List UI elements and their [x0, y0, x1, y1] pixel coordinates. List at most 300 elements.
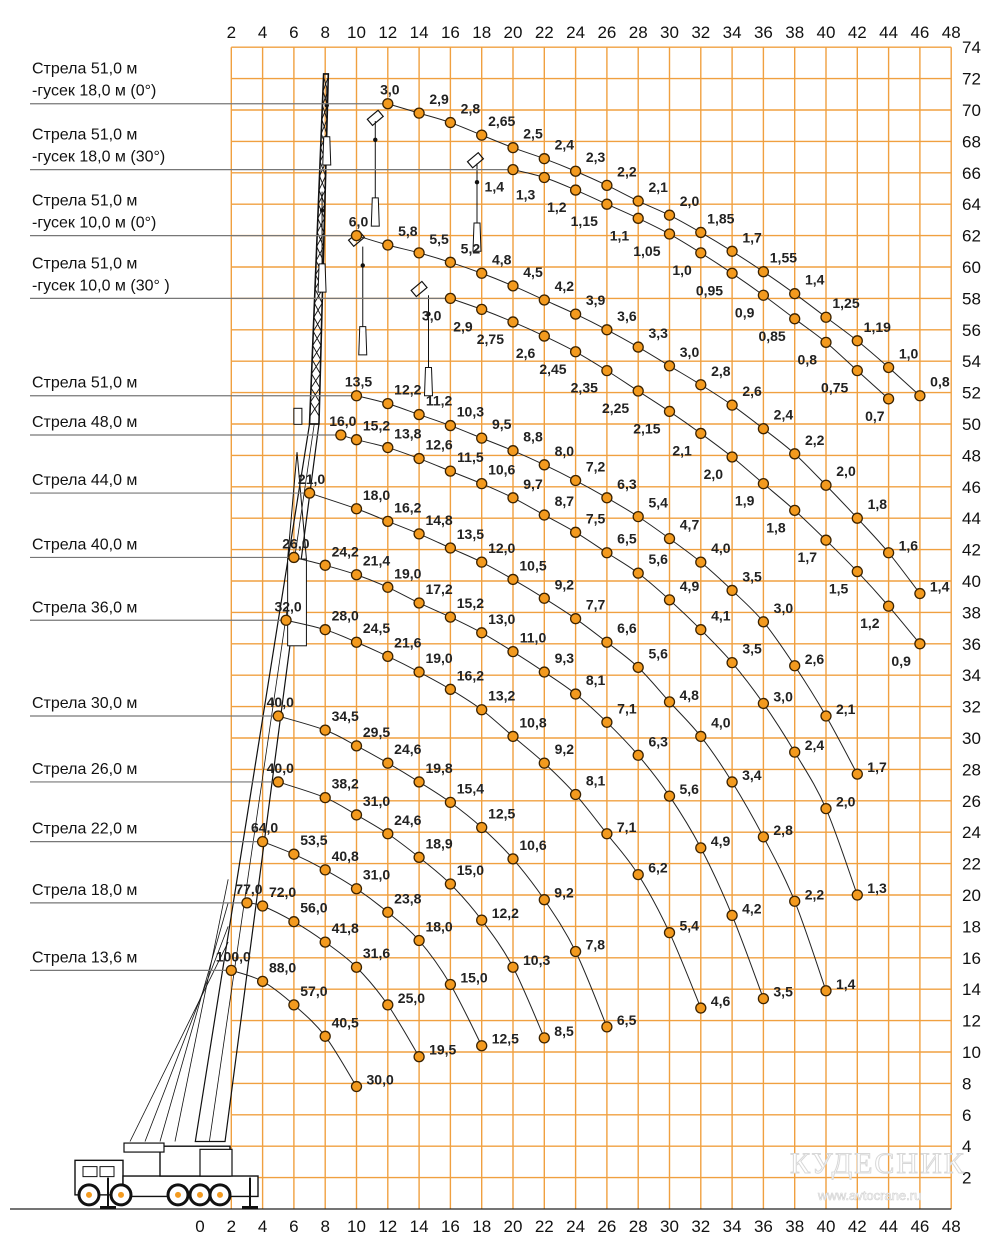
- boom-label: [30, 761, 278, 782]
- boom-label: [30, 472, 310, 493]
- data-point: [445, 879, 455, 889]
- data-point: [305, 488, 315, 498]
- data-point: [383, 443, 393, 453]
- data-label: 1,9: [734, 492, 755, 509]
- data-label: 12,6: [425, 436, 453, 453]
- x-tick-bottom: 6: [289, 1217, 299, 1236]
- y-tick-right: 40: [962, 572, 981, 591]
- data-point: [571, 166, 581, 176]
- watermark: [790, 1147, 966, 1203]
- data-point: [665, 928, 675, 938]
- data-label: 2,4: [804, 737, 825, 754]
- data-label: 6,5: [617, 530, 637, 547]
- x-tick-top: 24: [566, 23, 586, 42]
- data-label: 4,0: [711, 540, 731, 557]
- x-tick-top: 2: [226, 23, 237, 42]
- data-point: [571, 614, 581, 624]
- y-tick-right: 36: [962, 634, 981, 654]
- data-point: [414, 936, 424, 946]
- data-label: 4,2: [742, 900, 762, 917]
- boom-label-text: Стрела 18,0 м: [32, 881, 138, 899]
- data-point: [539, 895, 549, 905]
- data-point: [508, 143, 518, 153]
- y-tick-right: 72: [962, 69, 981, 89]
- x-tick-top: 30: [660, 23, 679, 42]
- data-point: [414, 108, 424, 118]
- data-label: 14,8: [425, 511, 453, 528]
- data-point: [602, 199, 612, 209]
- data-point: [696, 843, 706, 853]
- operator-cab: [200, 1149, 232, 1176]
- data-point: [602, 493, 612, 503]
- boom-label-text: Стрела 51,0 м: [32, 255, 138, 273]
- y-tick-right: 62: [962, 226, 981, 246]
- data-point: [477, 433, 487, 443]
- data-point: [633, 870, 643, 880]
- data-label: 3,0: [380, 81, 400, 98]
- hook-jib18-30-hook: [373, 138, 377, 142]
- data-label: 10,3: [456, 403, 485, 420]
- x-tick-bottom: 14: [409, 1217, 429, 1236]
- hook-jib10-30a-block: [359, 327, 367, 355]
- data-point: [477, 557, 487, 567]
- data-point: [445, 466, 455, 476]
- y-tick-right: 56: [962, 320, 981, 340]
- y-tick-right: 68: [962, 132, 981, 152]
- boom-label: [30, 821, 263, 842]
- data-label: 53,5: [300, 832, 328, 849]
- data-point: [790, 747, 800, 757]
- data-label: 12,5: [488, 805, 516, 822]
- x-tick-top: 20: [503, 23, 523, 42]
- data-label: 28,0: [331, 607, 359, 624]
- data-label: 1,55: [769, 249, 798, 266]
- data-label: 1,7: [742, 229, 762, 246]
- data-label: 8,1: [585, 672, 606, 689]
- data-label: 15,0: [456, 862, 485, 879]
- data-point: [696, 380, 706, 390]
- data-label: 7,8: [585, 936, 606, 953]
- x-tick-bottom: 40: [816, 1217, 836, 1236]
- data-point: [571, 185, 581, 195]
- boom-section: [209, 424, 314, 1141]
- data-label: 3,5: [773, 983, 793, 1000]
- data-point: [696, 625, 706, 635]
- x-tick-bottom: 28: [628, 1217, 648, 1236]
- truck: [75, 879, 258, 1209]
- x-tick-bottom: 10: [347, 1217, 366, 1236]
- data-label: 1,05: [633, 243, 661, 260]
- data-point: [758, 994, 768, 1004]
- boom-label-text: Стрела 51,0 м: [32, 192, 138, 210]
- data-point: [602, 637, 612, 647]
- data-label: 2,6: [804, 650, 825, 667]
- data-label: 64,0: [250, 819, 279, 836]
- data-point: [477, 1041, 487, 1051]
- data-label: 1,25: [832, 295, 860, 312]
- data-label: 8,1: [585, 772, 606, 789]
- data-label: 1,4: [484, 178, 504, 195]
- data-point: [383, 651, 393, 661]
- data-label: 10,5: [519, 557, 547, 574]
- data-point: [414, 454, 424, 464]
- data-point: [665, 534, 675, 544]
- boom-label: [30, 949, 231, 970]
- boom-label-text: -гусек 18,0 м (0°): [32, 82, 157, 100]
- x-tick-bottom: 2: [226, 1217, 237, 1236]
- y-tick-right: 44: [962, 509, 981, 529]
- boom-label-text: Стрела 44,0 м: [32, 472, 138, 490]
- data-point: [602, 1022, 612, 1032]
- data-label: 2,8: [460, 100, 481, 117]
- x-tick-top: 28: [628, 23, 648, 42]
- data-point: [445, 543, 455, 553]
- x-tick-bottom: 20: [503, 1217, 523, 1236]
- boom-label: [30, 193, 357, 236]
- wheel-hub: [118, 1192, 124, 1198]
- data-label: 7,1: [616, 818, 637, 835]
- data-label: 100,0: [215, 948, 251, 965]
- data-point: [633, 750, 643, 760]
- data-label: 2,0: [703, 465, 724, 482]
- data-label: 18,9: [425, 835, 453, 852]
- data-label: 3,3: [648, 325, 668, 342]
- data-label: 1,2: [547, 199, 567, 216]
- data-point: [508, 446, 518, 456]
- x-tick-bottom: 4: [257, 1217, 268, 1236]
- data-label: 0,75: [821, 379, 849, 396]
- data-point: [242, 898, 252, 908]
- data-label: 4,0: [711, 714, 731, 731]
- data-label: 21,0: [297, 471, 326, 488]
- data-point: [571, 347, 581, 357]
- data-label: 5,2: [460, 240, 481, 257]
- data-label: 19,5: [429, 1041, 457, 1058]
- data-point: [571, 689, 581, 699]
- y-tick-right: 6: [962, 1105, 972, 1125]
- data-point: [790, 505, 800, 515]
- data-label: 8,0: [554, 442, 575, 459]
- data-label: 9,2: [554, 741, 575, 758]
- data-point: [852, 769, 862, 779]
- data-point: [508, 854, 518, 864]
- data-point: [665, 229, 675, 239]
- data-label: 56,0: [300, 899, 328, 916]
- boom-label-text: Стрела 51,0 м: [32, 60, 138, 78]
- data-label: 0,9: [734, 304, 755, 321]
- boom-label-text: -гусек 10,0 м (30° ): [32, 277, 170, 295]
- data-point: [320, 725, 330, 735]
- data-point: [633, 662, 643, 672]
- x-tick-bottom: 16: [440, 1217, 460, 1236]
- data-label: 19,0: [425, 650, 453, 667]
- data-label: 6,3: [617, 475, 637, 492]
- data-label: 21,4: [362, 552, 391, 569]
- x-tick-top: 18: [472, 23, 492, 42]
- data-label: 2,2: [804, 886, 825, 903]
- data-point: [352, 741, 362, 751]
- data-label: 6,2: [648, 859, 668, 876]
- y-tick-right: 64: [962, 195, 981, 215]
- data-label: 15,2: [362, 417, 391, 434]
- data-point: [289, 1000, 299, 1010]
- data-point: [884, 362, 894, 372]
- data-label: 1,19: [863, 318, 891, 335]
- y-tick-right: 38: [962, 603, 981, 623]
- data-point: [445, 684, 455, 694]
- data-label: 0,9: [891, 652, 911, 669]
- boom-label-text: Стрела 30,0 м: [32, 695, 138, 713]
- data-label: 11,2: [425, 392, 453, 409]
- counterweight: [124, 1143, 164, 1152]
- data-label: 4,2: [554, 277, 575, 294]
- data-label: 12,2: [491, 905, 519, 922]
- data-label: 1,4: [929, 578, 950, 595]
- data-label: 1,4: [804, 271, 825, 288]
- data-label: 2,75: [476, 330, 504, 347]
- data-label: 5,5: [429, 230, 449, 247]
- x-tick-top: 44: [879, 23, 899, 42]
- data-label: 5,6: [648, 645, 668, 662]
- data-point: [602, 180, 612, 190]
- data-point: [821, 804, 831, 814]
- data-point: [445, 257, 455, 267]
- x-tick-bottom: 38: [785, 1217, 805, 1236]
- data-label: 8,7: [554, 493, 575, 510]
- data-label: 6,6: [617, 620, 637, 637]
- data-point: [727, 777, 737, 787]
- data-point: [445, 293, 455, 303]
- data-label: 40,8: [331, 847, 359, 864]
- data-point: [633, 512, 643, 522]
- data-point: [281, 615, 291, 625]
- data-point: [539, 1033, 549, 1043]
- data-point: [258, 901, 268, 911]
- data-label: 5,6: [679, 781, 699, 798]
- boom-label: [30, 599, 286, 620]
- data-point: [477, 268, 487, 278]
- data-point: [477, 705, 487, 715]
- hook-jib18-30-block: [371, 198, 379, 226]
- data-label: 15,4: [456, 780, 485, 797]
- data-label: 1,0: [898, 345, 919, 362]
- data-point: [539, 154, 549, 164]
- y-tick-right: 16: [962, 948, 981, 968]
- x-tick-top: 36: [753, 23, 773, 42]
- data-point: [352, 570, 362, 580]
- x-tick-bottom: 36: [753, 1217, 773, 1236]
- data-point: [445, 421, 455, 431]
- data-label: 7,7: [585, 596, 606, 613]
- data-point: [539, 173, 549, 183]
- data-point: [383, 758, 393, 768]
- data-label: 4,8: [679, 686, 699, 703]
- data-label: 2,15: [633, 420, 661, 437]
- data-point: [273, 777, 283, 787]
- data-label: 2,3: [585, 149, 606, 166]
- data-point: [790, 896, 800, 906]
- data-point: [336, 430, 346, 440]
- data-label: 40,5: [331, 1014, 359, 1031]
- y-tick-right: 52: [962, 383, 981, 403]
- boom-label: [30, 695, 278, 716]
- data-point: [665, 595, 675, 605]
- data-label: 2,4: [554, 136, 575, 153]
- data-label: 72,0: [268, 883, 297, 900]
- data-point: [258, 976, 268, 986]
- data-label: 41,8: [331, 920, 359, 937]
- data-label: 9,2: [554, 884, 574, 901]
- x-tick-bottom: 44: [879, 1217, 899, 1236]
- y-tick-right: 32: [962, 697, 981, 717]
- y-tick-right: 24: [962, 823, 981, 843]
- data-label: 9,2: [554, 576, 575, 593]
- data-point: [758, 424, 768, 434]
- data-label: 38,2: [331, 775, 359, 792]
- data-label: 0,85: [758, 327, 786, 344]
- data-label: 1,85: [707, 210, 735, 227]
- data-point: [273, 711, 283, 721]
- data-point: [821, 535, 831, 545]
- x-tick-bottom: 42: [847, 1217, 867, 1236]
- data-label: 5,4: [679, 917, 699, 934]
- data-point: [383, 907, 393, 917]
- data-point: [633, 386, 643, 396]
- data-label: 5,6: [648, 551, 668, 568]
- main-hook-block: [294, 408, 302, 424]
- data-point: [696, 248, 706, 258]
- data-point: [383, 399, 393, 409]
- boom-label: [30, 61, 388, 104]
- hook-main-block: [323, 137, 331, 165]
- boom-label-text: Стрела 13,6 м: [32, 949, 138, 967]
- data-label: 13,5: [456, 526, 485, 543]
- hook-jib10-block: [318, 264, 326, 292]
- data-point: [352, 1082, 362, 1092]
- data-label: 31,0: [362, 866, 391, 883]
- data-label: 10,6: [519, 836, 547, 853]
- data-point: [665, 697, 675, 707]
- data-label: 9,3: [554, 650, 575, 667]
- data-label: 2,5: [523, 125, 543, 142]
- wheel-hub: [86, 1192, 92, 1198]
- data-label: 4,1: [711, 607, 731, 624]
- data-label: 1,15: [570, 213, 598, 230]
- data-label: 2,8: [711, 362, 731, 379]
- data-label: 13,2: [488, 687, 516, 704]
- data-point: [445, 979, 455, 989]
- x-tick-bottom: 12: [378, 1217, 398, 1236]
- data-label: 4,7: [679, 516, 700, 533]
- data-point: [445, 797, 455, 807]
- data-point: [821, 986, 831, 996]
- data-point: [915, 391, 925, 401]
- data-label: 2,6: [742, 383, 762, 400]
- y-tick-right: 74: [962, 38, 981, 58]
- data-point: [414, 777, 424, 787]
- data-label: 12,0: [488, 540, 516, 557]
- data-point: [727, 400, 737, 410]
- jib-head: [468, 153, 484, 168]
- data-label: 2,9: [453, 318, 473, 335]
- data-label: 34,5: [331, 708, 359, 725]
- data-label: 2,4: [773, 406, 794, 423]
- data-label: 2,0: [679, 193, 700, 210]
- data-point: [352, 231, 362, 241]
- data-label: 40,0: [266, 759, 294, 776]
- data-point: [571, 790, 581, 800]
- data-point: [539, 460, 549, 470]
- data-label: 10,8: [519, 714, 547, 731]
- series-curve: [251, 820, 519, 1051]
- data-label: 2,1: [672, 442, 692, 459]
- data-point: [727, 910, 737, 920]
- data-label: 40,0: [266, 694, 294, 711]
- data-point: [727, 268, 737, 278]
- data-label: 8,5: [554, 1022, 574, 1039]
- data-label: 2,0: [836, 463, 856, 480]
- data-point: [508, 574, 518, 584]
- hook-jib18-b-hook: [475, 180, 479, 184]
- y-tick-right: 20: [962, 886, 981, 905]
- data-point: [571, 309, 581, 319]
- data-point: [477, 304, 487, 314]
- data-point: [226, 965, 236, 975]
- data-label: 2,65: [488, 113, 516, 130]
- data-label: 16,2: [394, 499, 422, 516]
- x-tick-top: 14: [409, 23, 429, 42]
- data-label: 6,5: [616, 1011, 637, 1028]
- boom-label-text: Стрела 48,0 м: [32, 413, 138, 431]
- data-point: [320, 560, 330, 570]
- data-point: [821, 337, 831, 347]
- data-point: [383, 99, 393, 109]
- y-tick-right: 8: [962, 1074, 972, 1094]
- data-label: 2,1: [648, 179, 668, 196]
- data-point: [508, 493, 518, 503]
- data-point: [320, 865, 330, 875]
- data-point: [852, 366, 862, 376]
- outrigger-pad: [100, 1206, 116, 1209]
- data-label: 4,5: [523, 263, 543, 280]
- boom-label-text: Стрела 51,0 м: [32, 126, 138, 144]
- data-point: [477, 822, 487, 832]
- data-point: [477, 915, 487, 925]
- data-label: 13,0: [488, 610, 516, 627]
- data-point: [508, 647, 518, 657]
- data-label: 0,7: [865, 407, 885, 424]
- y-tick-right: 18: [962, 917, 981, 937]
- data-point: [414, 529, 424, 539]
- data-label: 1,3: [515, 186, 536, 203]
- wheel-hub: [175, 1192, 181, 1198]
- data-point: [352, 962, 362, 972]
- data-point: [414, 598, 424, 608]
- crane-drawing: [10, 74, 951, 1209]
- data-label: 24,5: [362, 620, 391, 637]
- data-label: 25,0: [397, 989, 426, 1006]
- data-point: [571, 476, 581, 486]
- data-point: [790, 449, 800, 459]
- data-label: 1,1: [609, 227, 630, 244]
- x-tick-bottom: 48: [941, 1217, 961, 1236]
- data-point: [727, 246, 737, 256]
- data-label: 24,2: [331, 543, 359, 560]
- data-point: [696, 1003, 706, 1013]
- data-point: [477, 628, 487, 638]
- data-point: [477, 479, 487, 489]
- y-tick-right: 10: [962, 1043, 981, 1062]
